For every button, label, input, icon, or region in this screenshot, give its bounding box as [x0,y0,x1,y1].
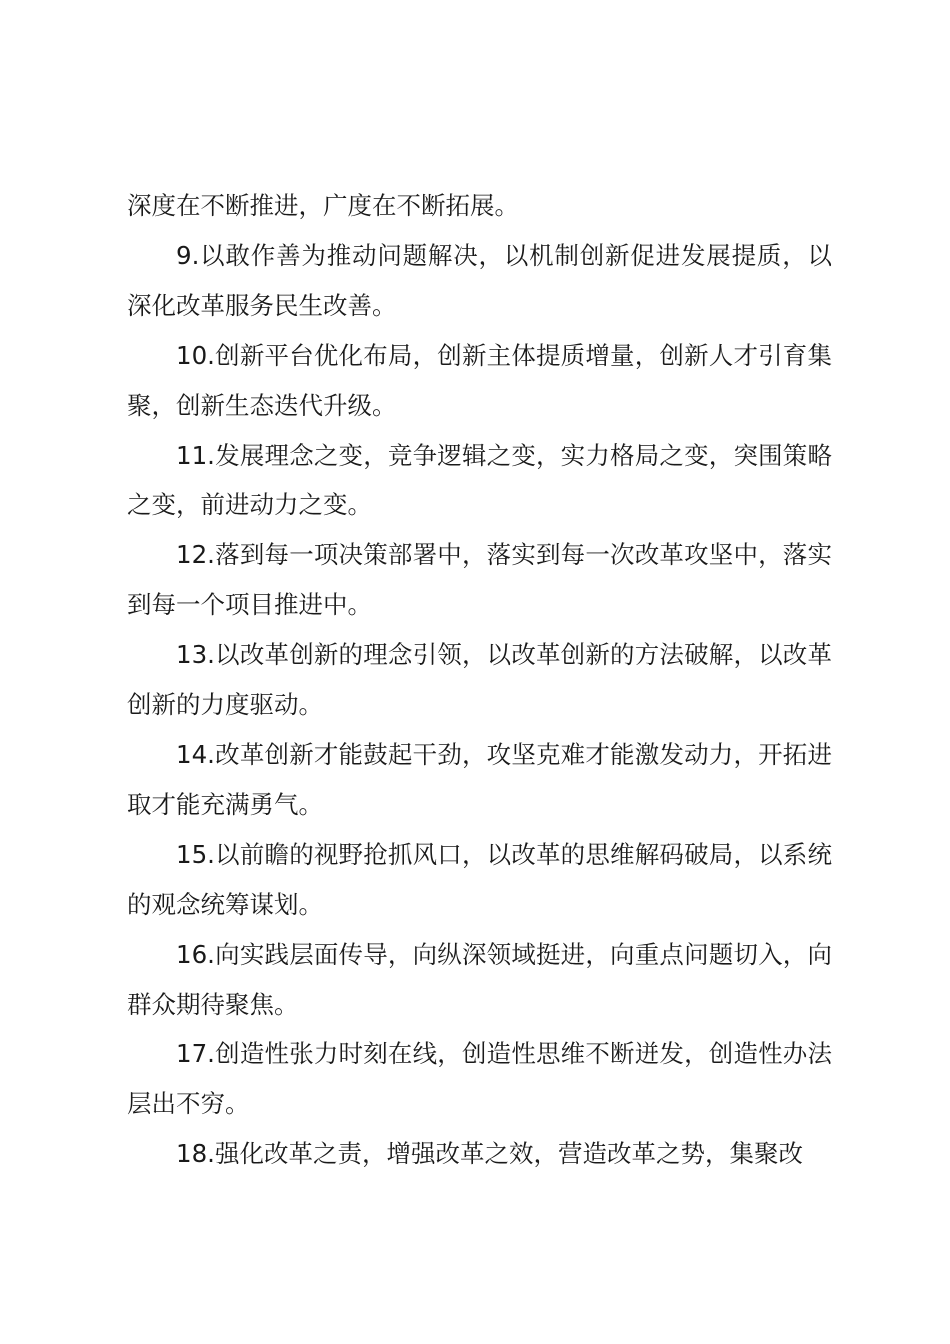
list-item-18: 18.强化改革之责，增强改革之效，营造改革之势，集聚改 [176,1139,803,1169]
list-item-13: 13.以改革创新的理念引领，以改革创新的方法破解，以改革创新的力度驱动。 [127,640,832,720]
list-item-10: 10.创新平台优化布局，创新主体提质增量，创新人才引育集聚，创新生态迭代升级。 [127,340,832,420]
list-item-12: 12.落到每一项决策部署中，落实到每一次改革攻坚中，落实到每一个项目推进中。 [127,540,832,620]
list-item-16: 16.向实践层面传导，向纵深领域挺进，向重点问题切入，向群众期待聚焦。 [127,939,832,1019]
list-item-17: 17.创造性张力时刻在线，创造性思维不断迸发，创造性办法层出不穷。 [127,1039,832,1119]
document-body [127,181,832,1179]
paragraph-continuation: 深度在不断推进，广度在不断拓展。 [127,191,519,220]
list-item-9: 9.以敢作善为推动问题解决，以机制创新促进发展提质，以深化改革服务民生改善。 [127,240,832,320]
list-item-15: 15.以前瞻的视野抢抓风口，以改革的思维解码破局，以系统的观念统筹谋划。 [127,839,832,919]
list-item-14: 14.改革创新才能鼓起干劲，攻坚克难才能激发动力，开拓进取才能充满勇气。 [127,739,832,819]
list-item-11: 11.发展理念之变，竞争逻辑之变，实力格局之变，突围策略之变，前进动力之变。 [127,440,832,520]
